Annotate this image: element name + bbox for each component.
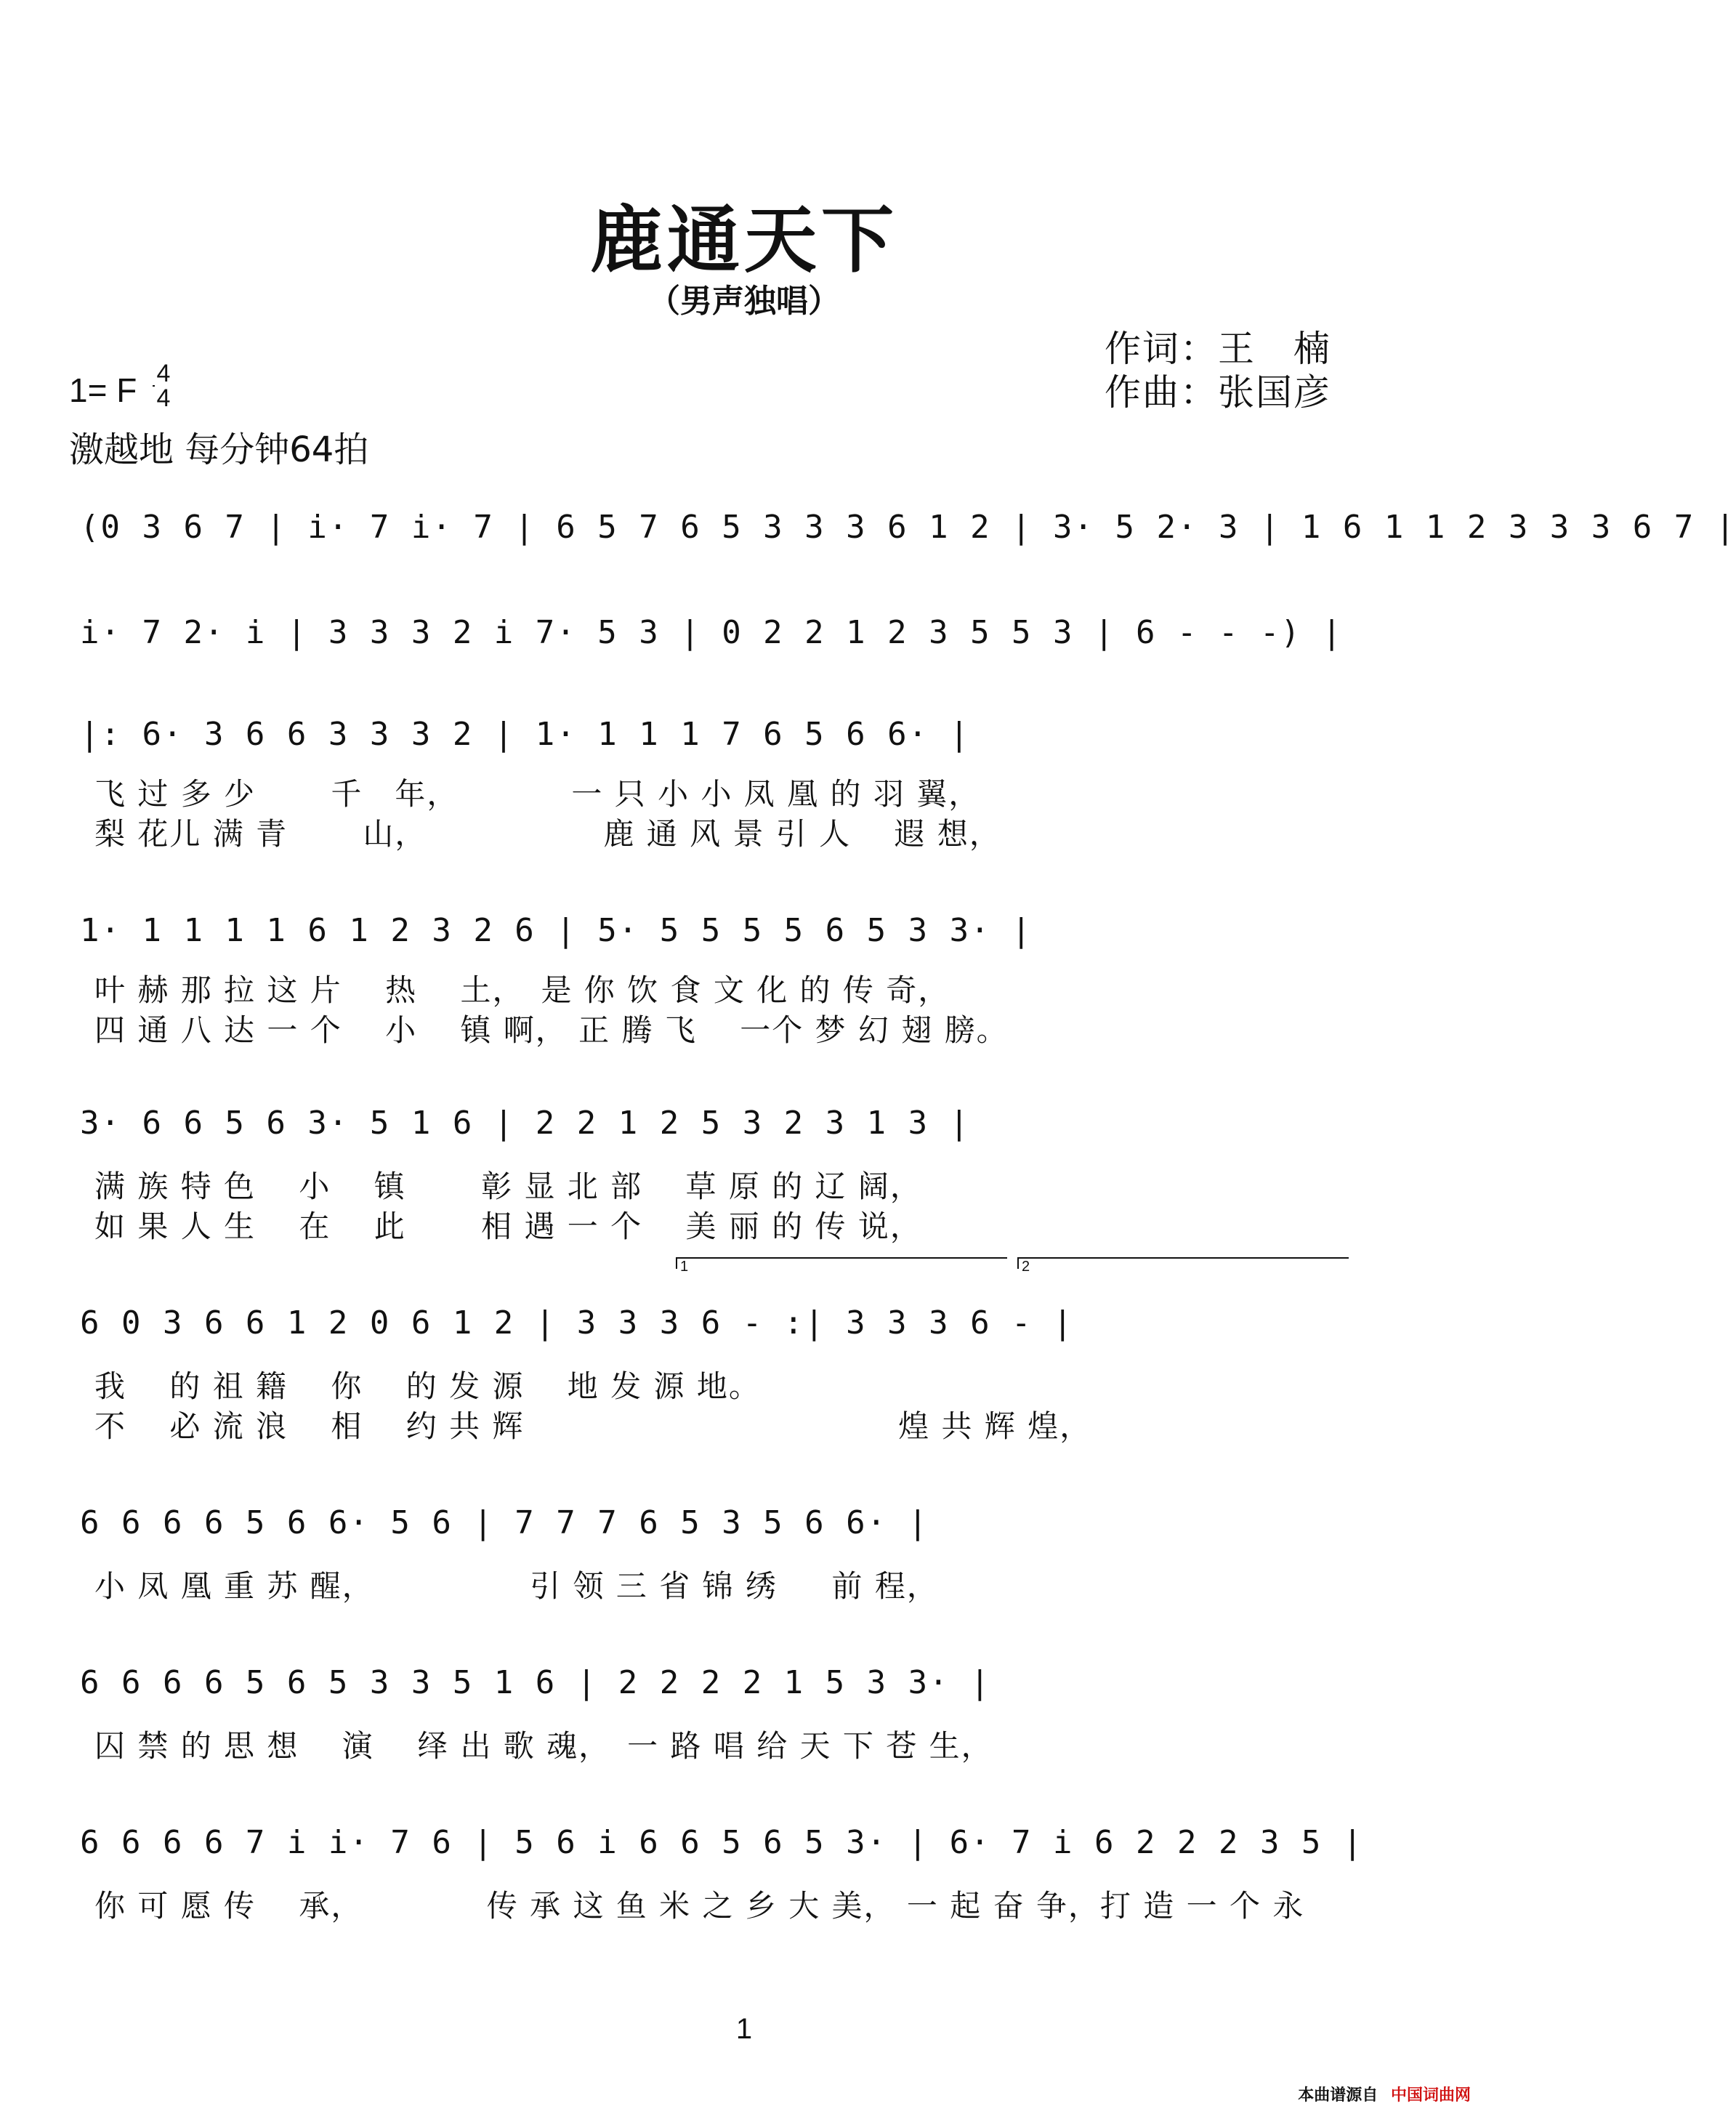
- footer-source: 本曲谱源自: [1298, 2086, 1378, 2105]
- score-system-5: 3· 6 6 5 6 3· 5 1 6 | 2 2 1 2 5 3 2 3 1 3 |: [80, 1105, 971, 1142]
- footer-watermark: [1298, 2083, 1471, 2105]
- lyric-line: 叶 赫 那 拉 这 片 热 土， 是 你 饮 食 文 化 的 传 奇，: [94, 972, 950, 1008]
- lyric-line: 囚 禁 的 思 想 演 绎 出 歌 魂， 一 路 唱 给 天 下 苍 生，: [94, 1728, 993, 1764]
- score-system-1: (0 3 6 7 | i· 7 i· 7 | 6 5 7 6 5 3 3 3 6 1 2 | 3· 5 2· 3 | 1 6 1 1 2 3 3 3 6 7 |: [80, 509, 1736, 546]
- page-number: 1: [735, 2013, 753, 2045]
- score-system-7: 6 6 6 6 5 6 6· 5 6 | 7 7 7 6 5 3 5 6 6· |: [80, 1504, 929, 1541]
- lyric-line: 不 必 流 浪 相 约 共 辉 煌 共 辉 煌，: [94, 1408, 1092, 1444]
- song-title: 鹿通天下: [590, 197, 898, 283]
- score-system-2: i· 7 2· i | 3 3 3 2 i 7· 5 3 | 0 2 2 1 2 3 5 5 3 | 6 - - -) |: [80, 614, 1343, 651]
- time-sig-bottom: 4: [156, 384, 171, 412]
- lyricist-credit: 作词：王 楠: [1105, 328, 1331, 370]
- lyric-line: 你 可 愿 传 承， 传 承 这 鱼 米 之 乡 大 美， 一 起 奋 争，打 造 一 个 永: [94, 1888, 1305, 1924]
- lyric-line: 飞 过 多 少 千 年， 一 只 小 小 凤 凰 的 羽 翼，: [94, 776, 981, 812]
- lyric-line: 满 族 特 色 小 镇 彰 显 北 部 草 原 的 辽 阔，: [94, 1169, 922, 1204]
- lyric-line: 如 果 人 生 在 此 相 遇 一 个 美 丽 的 传 说，: [94, 1209, 922, 1244]
- score-system-9: 6 6 6 6 7 i i· 7 6 | 5 6 i 6 6 5 6 5 3· | 6· 7 i 6 2 2 2 3 5 |: [80, 1824, 1364, 1861]
- volta-1: 1: [676, 1257, 1007, 1269]
- score-system-6: 6 0 3 6 6 1 2 0 6 1 2 | 3 3 3 6 - :| 3 3 3 6 - |: [80, 1304, 1074, 1342]
- lyric-line: 四 通 八 达 一 个 小 镇 啊， 正 腾 飞 一个 梦 幻 翅 膀。: [94, 1012, 1009, 1048]
- lyric-line: 小 凤 凰 重 苏 醒， 引 领 三 省 锦 绣 前 程，: [94, 1568, 939, 1604]
- song-subtitle: （男声独唱）: [648, 283, 840, 320]
- time-signature: [153, 362, 174, 410]
- score-system-4: 1· 1 1 1 1 6 1 2 3 2 6 | 5· 5 5 5 5 6 5 3 3· |: [80, 912, 1033, 949]
- footer-site: 中国词曲网: [1390, 2086, 1471, 2105]
- composer-credit: 作曲：张国彦: [1105, 371, 1331, 413]
- key-signature: 1= F: [69, 371, 137, 409]
- score-system-8: 6 6 6 6 5 6 5 3 3 5 1 6 | 2 2 2 2 1 5 3 3· |: [80, 1664, 991, 1701]
- time-sig-top: 4: [156, 360, 171, 387]
- lyric-line: 梨 花儿 满 青 山， 鹿 通 风 景 引 人 遐 想，: [94, 816, 1001, 852]
- volta-2: 2: [1017, 1257, 1349, 1269]
- tempo-marking: 激越地 每分钟64拍: [69, 429, 369, 470]
- score-system-3: |: 6· 3 6 6 3 3 3 2 | 1· 1 1 1 7 6 5 6 6· |: [80, 716, 971, 753]
- lyric-line: 我 的 祖 籍 你 的 发 源 地 发 源 地。: [94, 1368, 761, 1404]
